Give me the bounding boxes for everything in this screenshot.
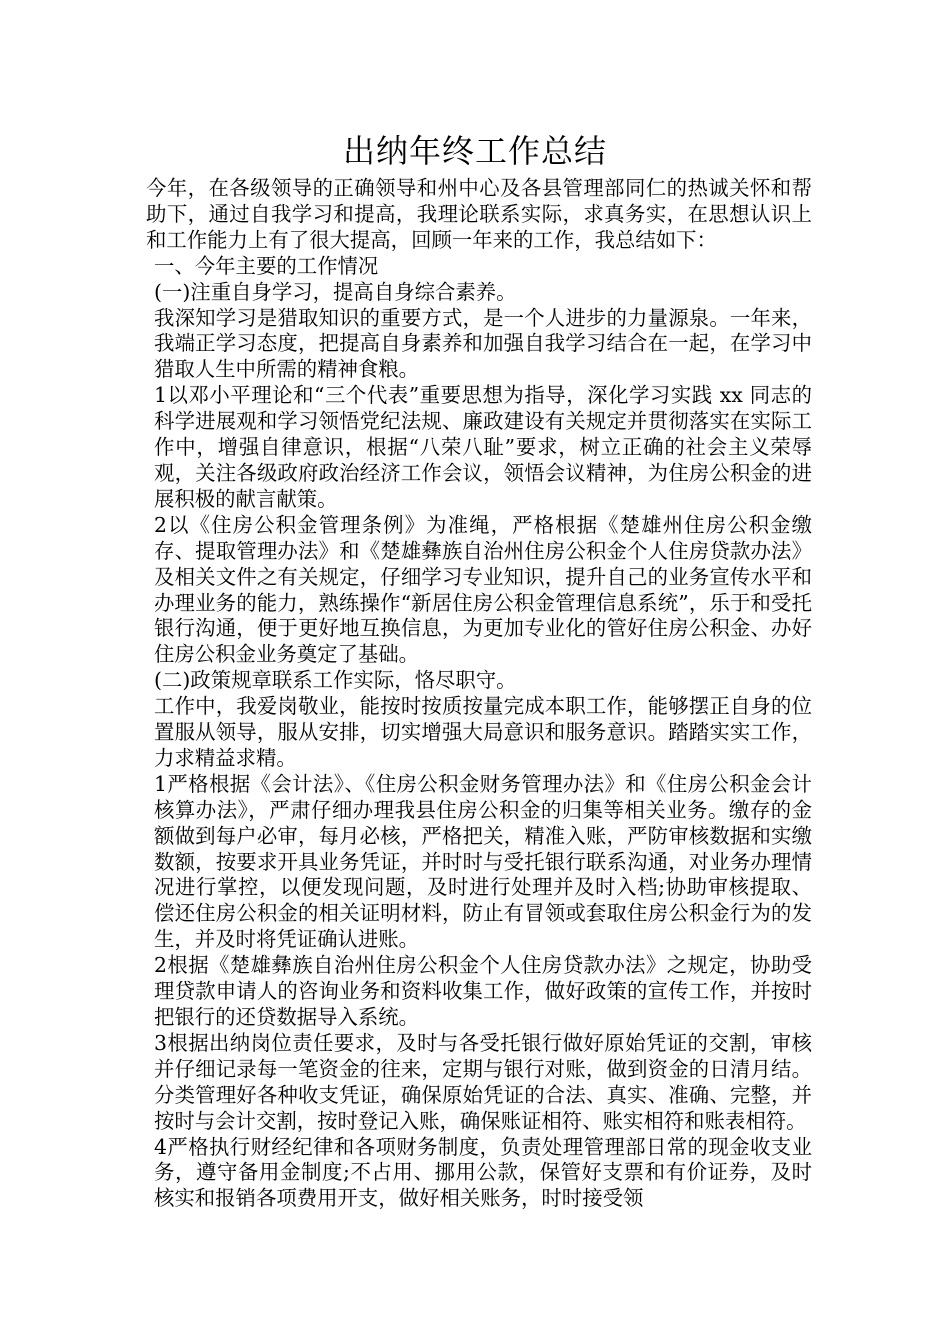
paragraph-item-1-accounting: 1严格根据《会计法》、《住房公积金财务管理办法》和《住房公积金会计核算办法》，严肃仔细办理我县住房公积金的归集等相关业务。缴存的金额做到每户必审，每月必核，严格把关，精准入账，严防审核数据和实缴数额，按要求开具业务凭证，并时时与受托银行联系沟通，对业务办理情况进行掌控，以便发现问题，及时进行处理并及时入档;协助审核提取、偿还住房公积金的相关证明材料，防止有冒领或套取住房公积金行为的发生，并及时将凭证确认进账。 — [154, 771, 812, 952]
document-body — [146, 176, 812, 1212]
paragraph-work-attitude: 工作中，我爱岗敬业，能按时按质按量完成本职工作，能够摆正自身的位置服从领导，服从安排，切实增强大局意识和服务意识。踏踏实实工作，力求精益求精。 — [154, 694, 812, 770]
subsection-heading-self-study: (一)注重自身学习，提高自身综合素养。 — [154, 279, 517, 304]
paragraph-item-1-theory: 1以邓小平理论和“三个代表”重要思想为指导，深化学习实践 xx 同志的科学进展观和学习领悟党纪法规、廉政建设有关规定并贯彻落实在实际工作中，增强自律意识，根据“八荣八耻”要求，树立正确的社会主义荣辱观，关注各级政府政治经济工作会议，领悟会议精神，为住房公积金的进展积极的献言献策。 — [154, 383, 812, 511]
paragraph-item-2-regulations: 2以《住房公积金管理条例》为准绳，严格根据《楚雄州住房公积金缴存、提取管理办法》和《楚雄彝族自治州住房公积金个人住房贷款办法》及相关文件之有关规定，仔细学习专业知识，提升自己的业务宣传水平和办理业务的能力，熟练操作“新居住房公积金管理信息系统”，乐于和受托银行沟通，便于更好地互换信息，为更加专业化的管好住房公积金、办好住房公积金业务奠定了基础。 — [154, 512, 812, 667]
paragraph-item-2-loans: 2根据《楚雄彝族自治州住房公积金个人住房贷款办法》之规定，协助受理贷款申请人的咨询业务和资料收集工作，做好政策的宣传工作，并按时把银行的还贷数据导入系统。 — [154, 953, 812, 1029]
section-heading-main-work: 一、今年主要的工作情况 — [154, 253, 379, 278]
paragraph-learning: 我深知学习是猎取知识的重要方式，是一个人进步的力量源泉。一年来，我端正学习态度，把提高自身素养和加强自我学习结合在一起，在学习中猎取人生中所需的精神食粮。 — [154, 305, 812, 382]
paragraph-item-4-discipline: 4严格执行财经纪律和各项财务制度，负责处理管理部日常的现金收支业务，遵守备用金制度;不占用、挪用公款，保管好支票和有价证券，及时核实和报销各项费用开支，做好相关账务，时时接受领 — [154, 1134, 812, 1211]
intro-paragraph: 今年，在各级领导的正确领导和州中心及各县管理部同仁的热诚关怀和帮助下，通过自我学习和提高，我理论联系实际，求真务实，在思想认识上和工作能力上有了很大提高，回顾一年来的工作，我总结如下： — [146, 176, 812, 252]
document-title: 出纳年终工作总结 — [342, 132, 607, 170]
paragraph-item-3-cashier: 3根据出纳岗位责任要求，及时与各受托银行做好原始凭证的交割，审核并仔细记录每一笔资金的往来，定期与银行对账，做到资金的日清月结。分类管理好各种收支凭证，确保原始凭证的合法、真实、准确、完整，并按时与会计交割，按时登记入账，确保账证相符、账实相符和账表相符。 — [154, 1030, 812, 1133]
subsection-heading-policy: (二)政策规章联系工作实际，恪尽职守。 — [154, 668, 517, 693]
